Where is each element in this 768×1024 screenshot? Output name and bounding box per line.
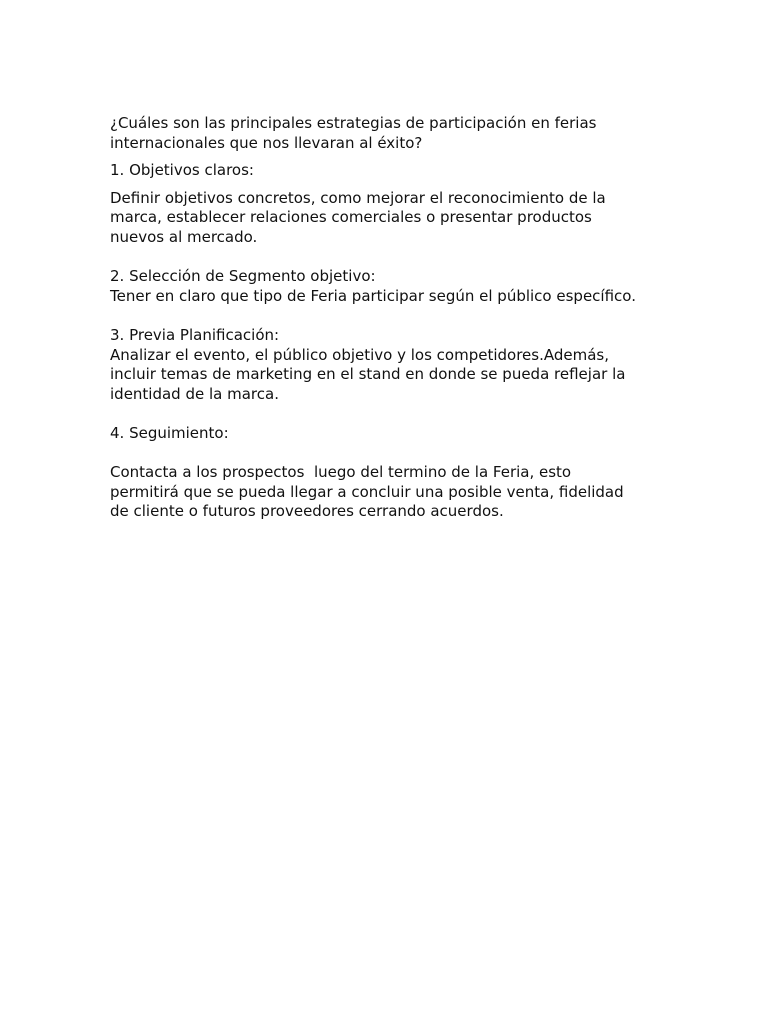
section-4-line-3: de cliente o futuros proveedores cerrando acuerdos. — [110, 502, 504, 521]
spacer — [110, 153, 670, 161]
section-3-line-2: incluir temas de marketing en el stand en donde se pueda reflejar la — [110, 365, 626, 384]
section-2-heading: 2. Selección de Segmento objetivo: — [110, 267, 376, 286]
spacer — [110, 444, 670, 464]
question-line-1: ¿Cuáles son las principales estrategias de participación en ferias — [110, 114, 597, 132]
spacer — [110, 404, 670, 424]
section-3-line-1: Analizar el evento, el público objetivo y los competidores.Además, — [110, 345, 609, 364]
section-4-line-1: Contacta a los prospectos luego del termino de la Feria, esto — [110, 463, 572, 482]
document-page — [110, 114, 670, 522]
section-1-line-1: Definir objetivos concretos, como mejorar el reconocimiento de la — [110, 188, 606, 207]
spacer — [110, 306, 670, 326]
section-2-line-1: Tener en claro que tipo de Feria participar según el público específico. — [110, 286, 636, 305]
section-3-line-3: identidad de la marca. — [110, 384, 279, 403]
section-4-heading: 4. Seguimiento: — [110, 423, 229, 442]
section-4-line-2: permitirá que se pueda llegar a concluir una posible venta, fidelidad — [110, 482, 624, 501]
question-line-2: internacionales que nos llevaran al éxito? — [110, 133, 423, 152]
section-1-line-3: nuevos al mercado. — [110, 227, 258, 246]
section-1-heading: 1. Objetivos claros: — [110, 161, 254, 180]
spacer — [110, 248, 670, 268]
spacer — [110, 181, 670, 189]
section-3-heading: 3. Previa Planificación: — [110, 325, 280, 344]
section-1-line-2: marca, establecer relaciones comerciales o presentar productos — [110, 208, 592, 227]
